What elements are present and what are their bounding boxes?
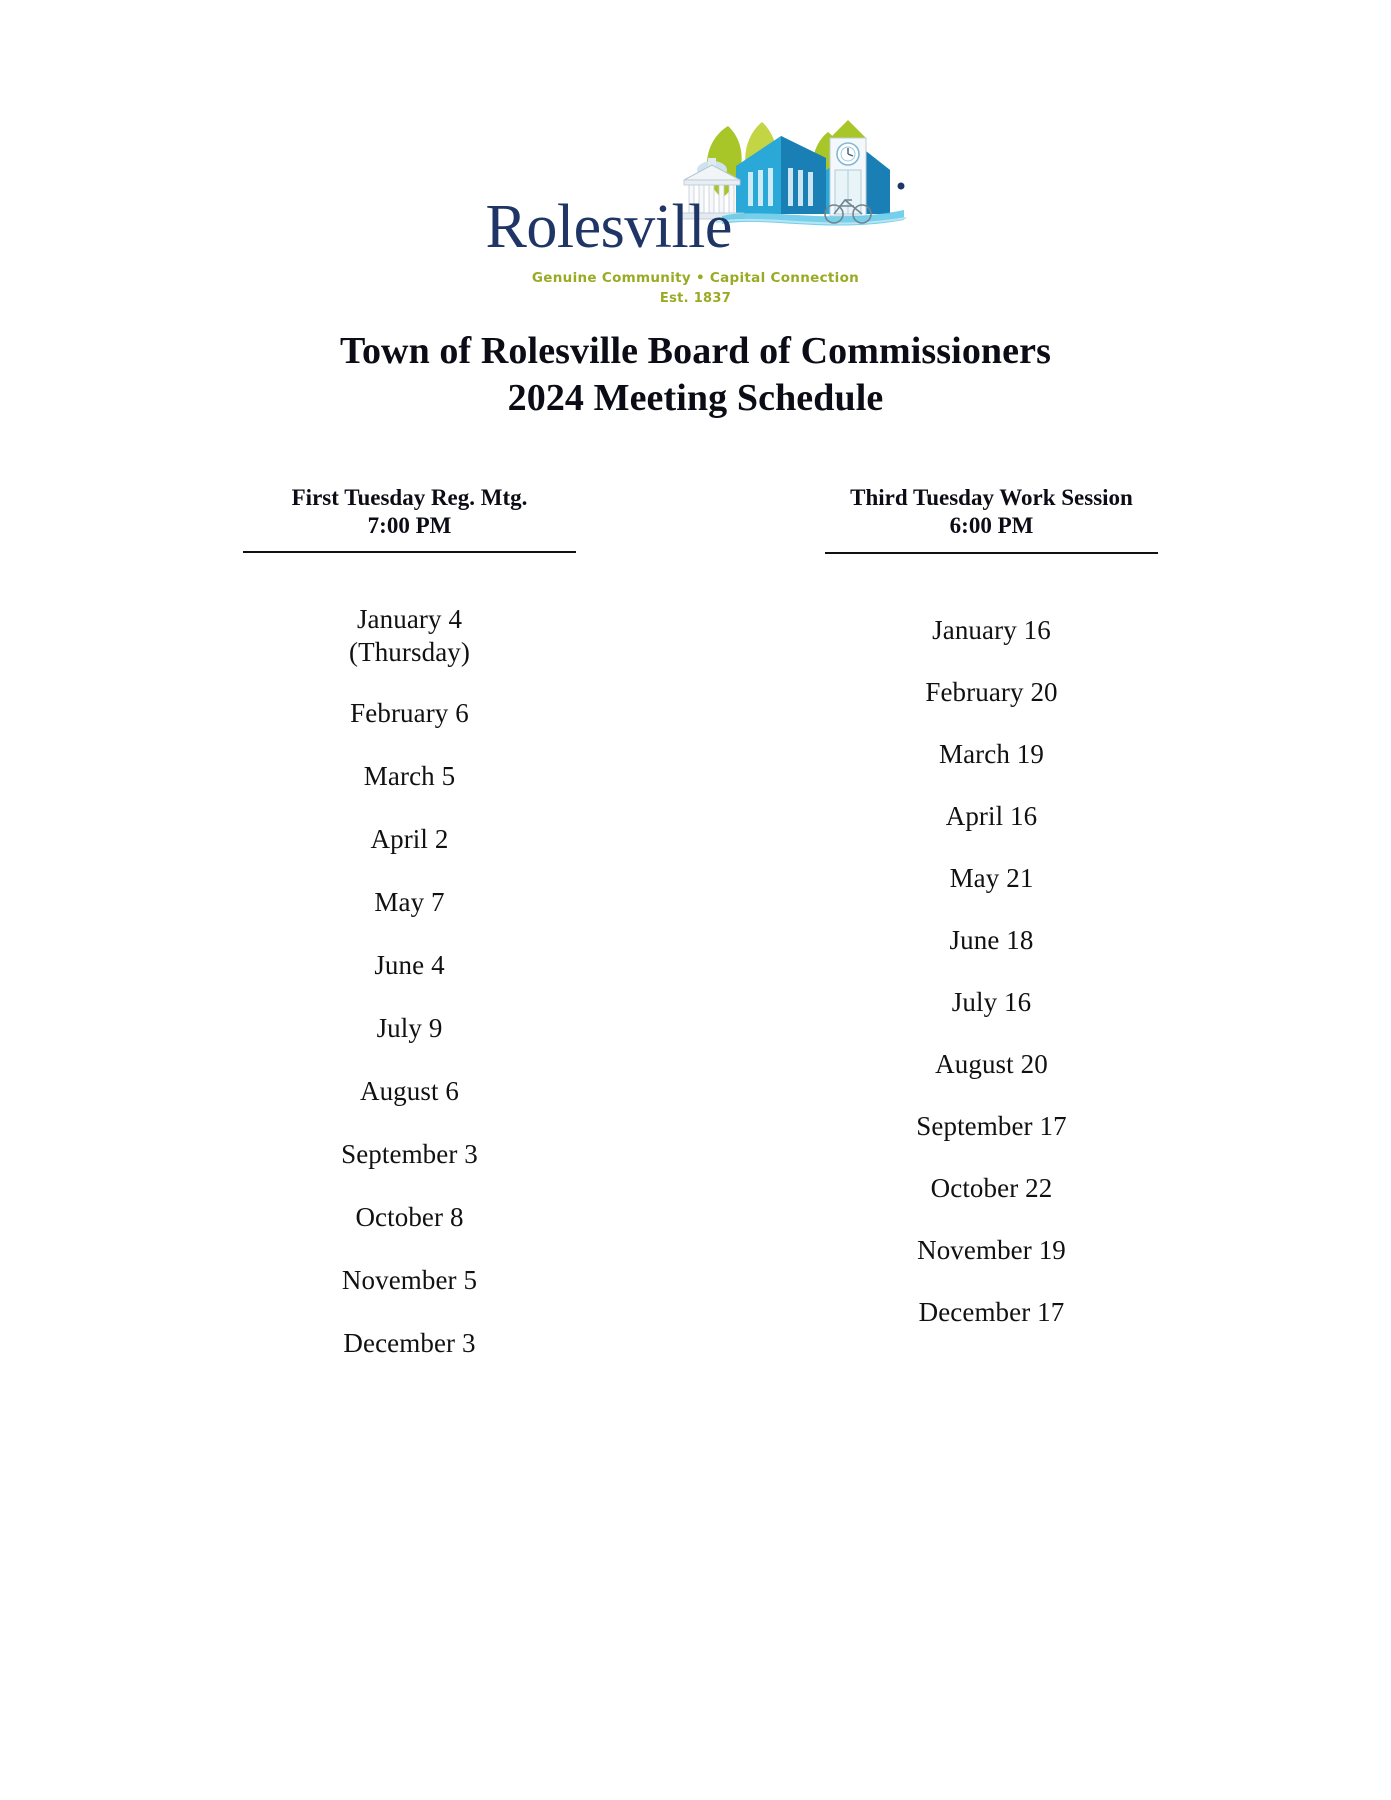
page-title-line-1: Town of Rolesville Board of Commissioners [340,330,1051,372]
list-item: September 3 [341,1139,478,1169]
list-item: July 16 [951,987,1032,1017]
date-main: January 4 [356,604,463,634]
date-list-regular-meeting [195,603,625,1390]
schedule-column-work-session [777,484,1207,1390]
page-title-line-2: 2024 Meeting Schedule [507,377,884,419]
list-item: November 5 [341,1265,478,1295]
column-header-title: First Tuesday Reg. Mtg. [291,485,528,510]
column-header-title: Third Tuesday Work Session [850,485,1133,510]
list-item: April 2 [370,824,449,854]
column-header-work-session [850,484,1133,540]
list-item: August 6 [359,1076,460,1106]
logo-established-year: Est. 1837 [659,291,732,306]
list-item: April 16 [945,801,1038,831]
date-sub: (Thursday) [349,637,470,667]
column-header-time: 6:00 PM [949,513,1034,538]
logo-wordmark: Rolesville [485,193,732,261]
list-item: June 4 [374,950,445,980]
column-header-time: 7:00 PM [367,513,452,538]
schedule-column-regular-meeting [195,484,625,1390]
list-item: March 5 [363,761,456,791]
list-item: November 19 [917,1235,1066,1265]
list-item: July 9 [376,1013,443,1043]
list-item: December 3 [343,1328,476,1358]
list-item: August 20 [935,1049,1048,1079]
list-item: May 21 [949,863,1034,893]
town-logo-block [0,0,1391,306]
list-item: October 8 [355,1202,464,1232]
list-item: September 17 [916,1111,1067,1141]
list-item: March 19 [938,739,1045,769]
list-item: January 16 [932,615,1051,645]
date-list-work-session [777,614,1207,1358]
list-item: February 20 [925,677,1058,707]
column-divider-rule [243,551,576,553]
column-header-regular-meeting [292,484,528,540]
list-item: May 7 [374,887,445,917]
list-item: December 17 [918,1297,1065,1327]
list-item: February 6 [350,698,469,728]
page-title [0,328,1391,422]
schedule-columns [0,484,1391,1390]
logo-tagline: Genuine Community • Capital Connection [531,270,860,286]
list-item [195,603,625,669]
list-item: June 18 [949,925,1034,955]
list-item: October 22 [930,1173,1053,1203]
logo-graphic-wrap [486,118,906,268]
column-divider-rule [825,552,1158,554]
